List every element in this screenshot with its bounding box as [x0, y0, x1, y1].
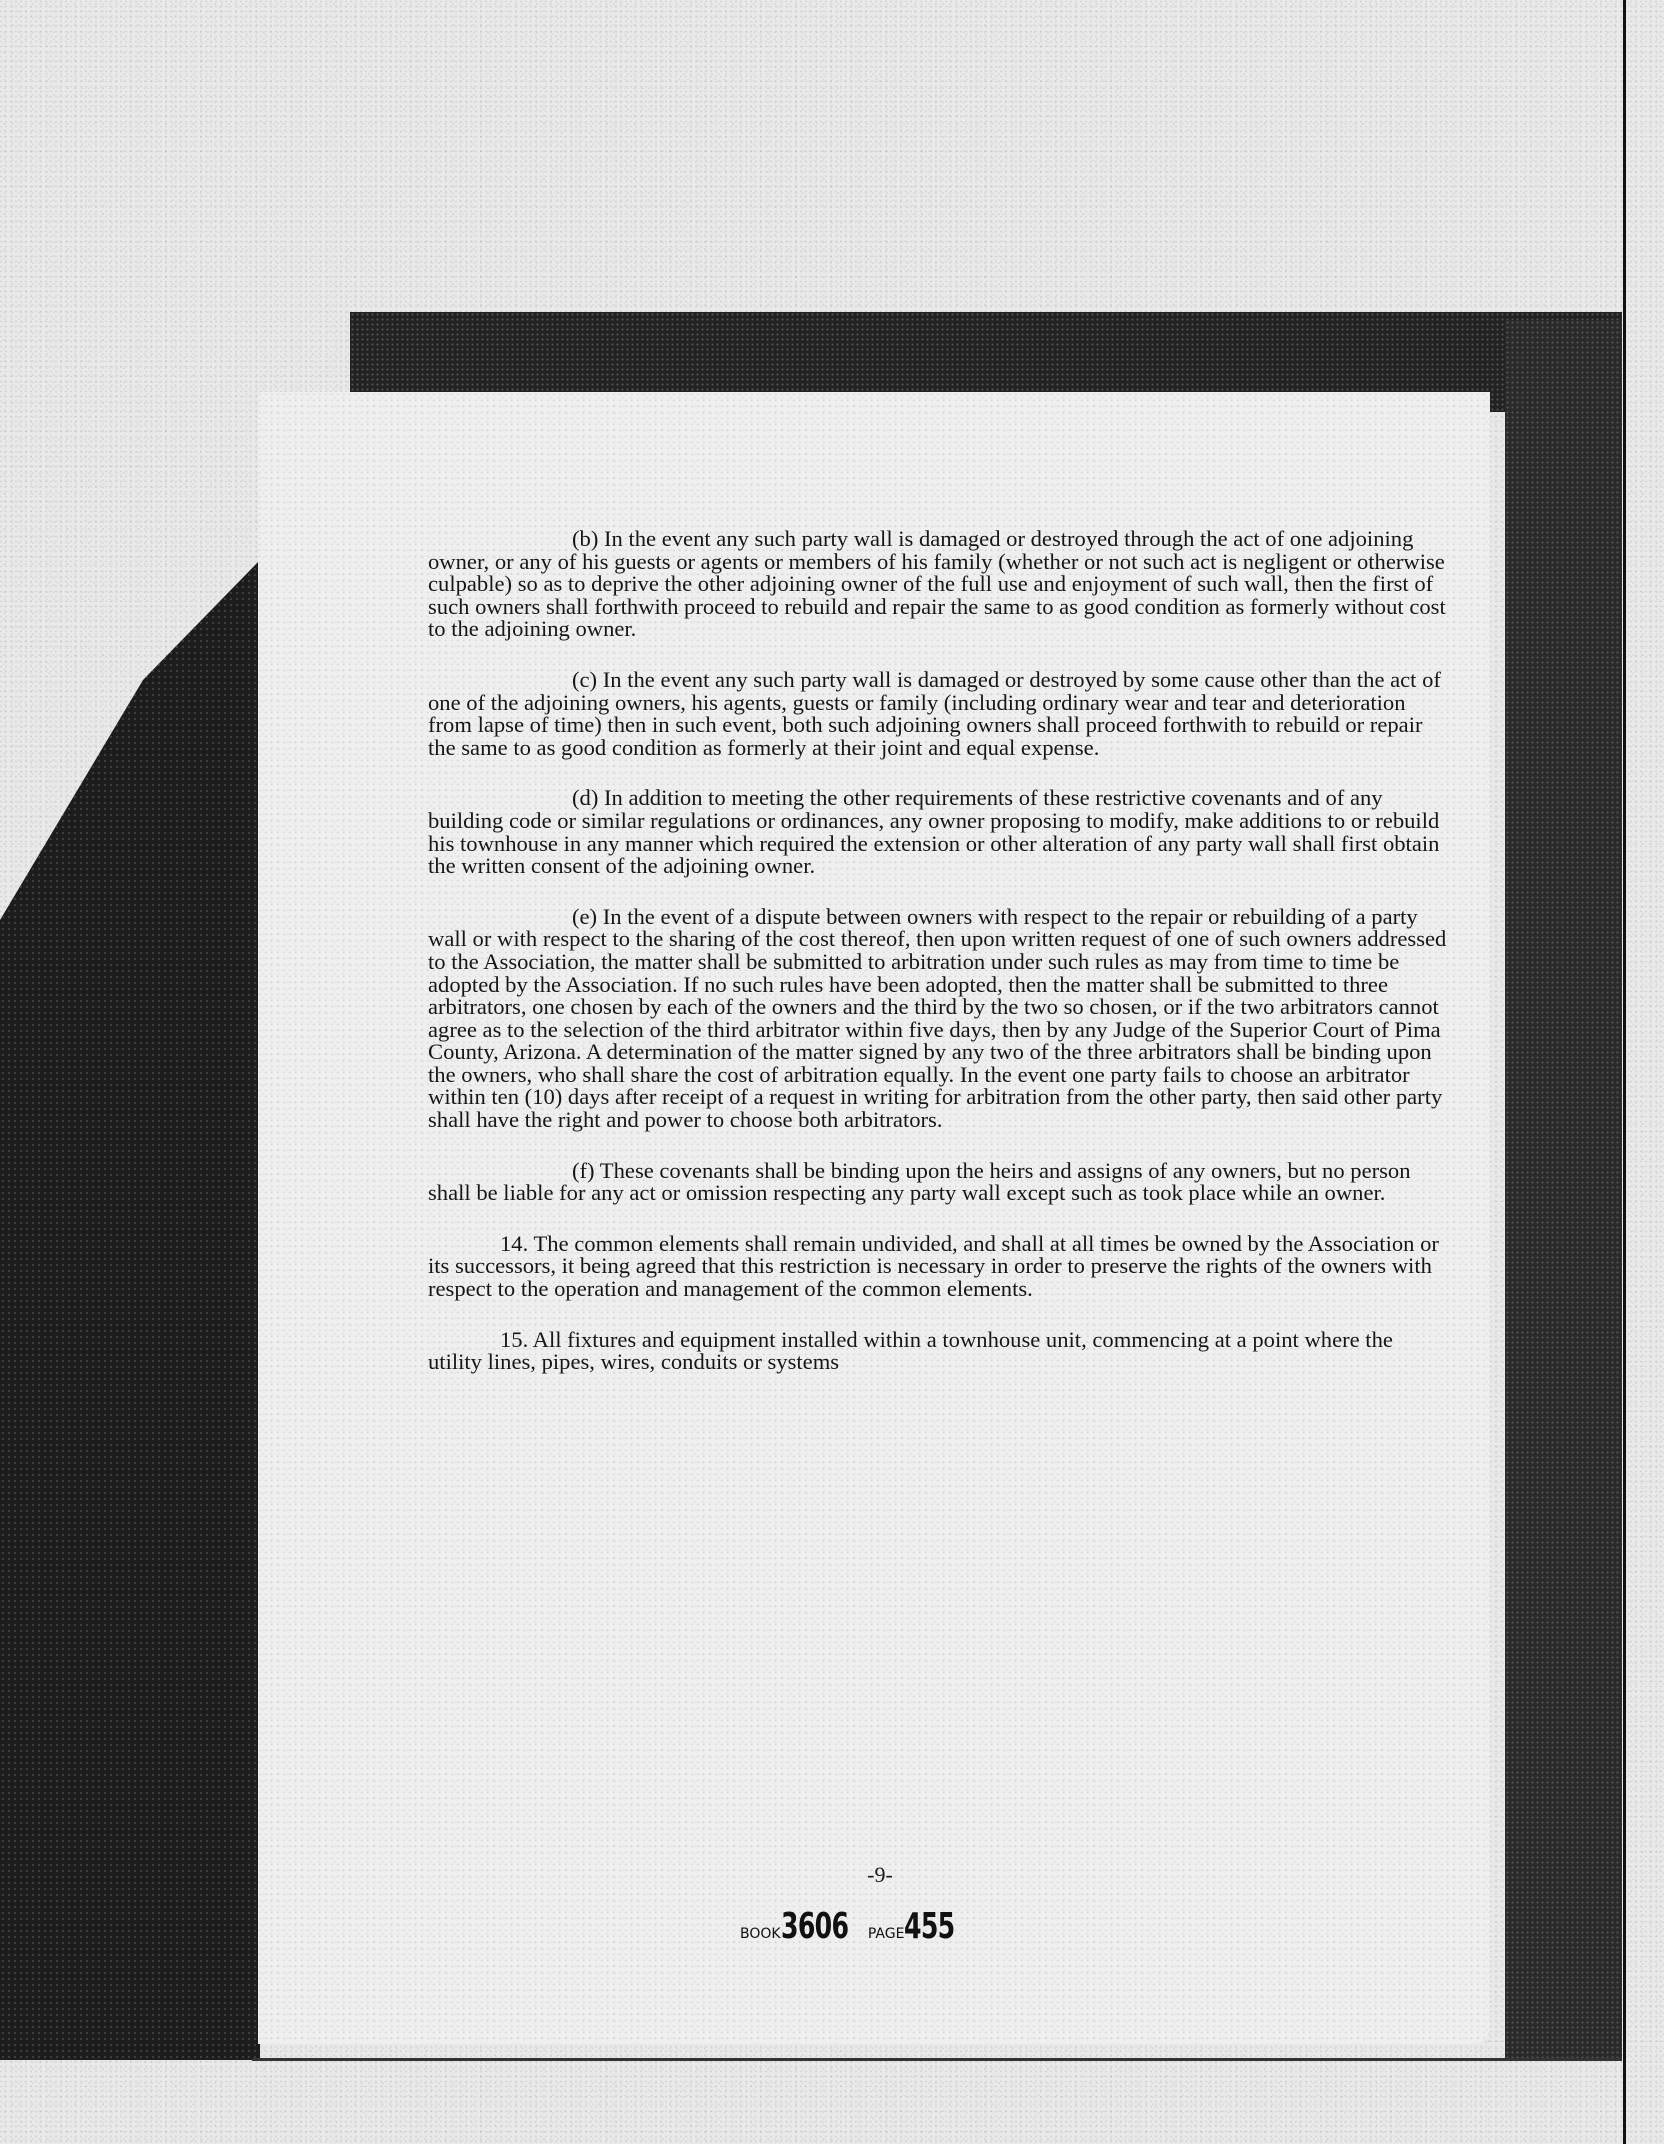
paragraph-c: (c) In the event any such party wall is damaged or destroyed by some cause other than the act of one of the adjoining owners, his agents, guests or family (including ordinary wear and tear and deterioration from lapse of time) then in such event, both such adjoining owners shall proceed forthwith to rebuild or repair the same to as good condition as formerly at their joint and equal expense. [428, 666, 1441, 760]
scan-edge-line [1623, 0, 1626, 2144]
stamp-page-number: 455 [904, 1906, 955, 1947]
stamp-book-number: 3606 [780, 1906, 848, 1947]
paragraph-f: (f) These covenants shall be binding upon the heirs and assigns of any owners, but no person shall be liable for any act or omission respecting any party wall except such as took place while an owner. [428, 1157, 1411, 1206]
scan-shadow-right [1505, 320, 1622, 2058]
paragraph-e: (e) In the event of a dispute between owners with respect to the repair or rebuilding of a party wall or with respect to the sharing of the cost thereof, then upon written request of one of such owners addressed to the Association, the matter shall be submitted to arbitration under such rules as may from time to time be adopted by the Association. If no such rules have been adopted, then the matter shall be submitted to three arbitrators, one chosen by each of the owners and the third by the two so chosen, or if the two arbitrators cannot agree as to the selection of the third arbitrator within five days, then by any Judge of the Superior Court of Pima County, Arizona. A determination of the matter signed by any two of the three arbitrators shall be binding upon the owners, who shall share the cost of arbitration equally. In the event one party fails to choose an arbitrator within ten (10) days after receipt of a request in writing for arbitration from the other party, then said other party shall have the right and power to choose both arbitrators. [428, 903, 1447, 1133]
scan-shadow-left [0, 560, 260, 2060]
paragraph-b: (b) In the event any such party wall is damaged or destroyed through the act of one adjoining owner, or any of his guests or agents or members of his family (whether or not such act is negligent or otherwise culpable) so as to deprive the other adjoining owner of the full use and enjoyment of such wall, then the first of such owners shall forthwith proceed to rebuild and repair the same to as good condition as formerly without cost to the adjoining owner. [428, 526, 1446, 642]
paragraph-14: 14. The common elements shall remain undivided, and shall at all times be owned by the Association or its successors, it being agreed that this restriction is necessary in order to preserve the rights of the owners with respect to the operation and management of the common elements. [428, 1230, 1439, 1302]
document-body [428, 528, 1450, 1402]
paragraph-15: 15. All fixtures and equipment installed within a townhouse unit, commencing at a point where the utility lines, pipes, wires, conduits or systems [428, 1326, 1393, 1375]
stamp-book-label: BOOK [740, 1926, 781, 1942]
page-number: -9- [867, 1862, 893, 1887]
scan-bottom-line [252, 2058, 1622, 2061]
paragraph-d: (d) In addition to meeting the other requirements of these restrictive covenants and of any building code or similar regulations or ordinances, any owner proposing to modify, make additions to or rebuild his townhouse in any manner which required the extension or other alteration of any party wall shall first obtain the written consent of the adjoining owner. [428, 785, 1440, 879]
stamp-page-label: PAGE [867, 1926, 905, 1942]
book-page-stamp [740, 1906, 1020, 1954]
